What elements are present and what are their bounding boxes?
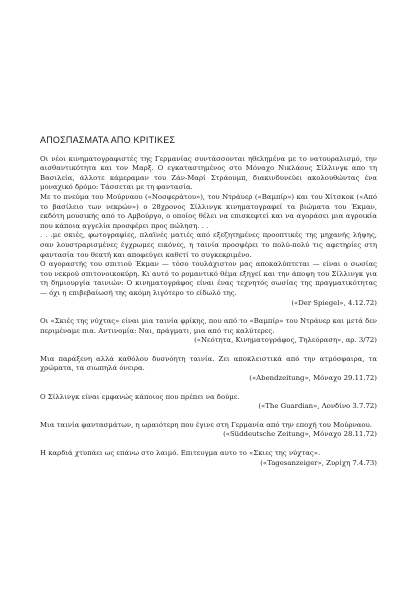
review-source: («Der Spiegel», 4.12.72) bbox=[291, 298, 377, 307]
review-quote-sueddeutsche bbox=[40, 421, 377, 440]
section-heading: ΑΠΟΣΠΑΣΜΑΤΑ ΑΠΟ ΚΡΙΤΙΚΕΣ bbox=[40, 135, 176, 145]
review-source: («The Guardian», Λονδίνο 3.7.72) bbox=[258, 402, 377, 411]
review-quote-neotita bbox=[40, 317, 377, 346]
review-quote-spiegel bbox=[40, 155, 377, 309]
review-paragraph: Ο Σίλλινγκ είναι εμφανώς κάποιος που πρέπει να δούμε. bbox=[40, 392, 240, 401]
review-source: («Süddeutsche Zeitung», Μόναχο 28.11.72) bbox=[223, 430, 377, 439]
review-paragraph: Μια παράξενη αλλά καθόλου δυσνόητη ταινία. Ζει αποκλειστικά από την ατμόσφαιρα, τα χρώματα, τα σιωπηλά όνειρα. bbox=[40, 354, 377, 373]
review-quote-abendzeitung bbox=[40, 355, 377, 384]
review-paragraph: Οι νέοι κινηματογραφιστές της Γερμανίας συντάσσονται ηθελημένα με το νατουραλισμό, την αισθαντικότητα και τον Μαρξ. Ο εγκαταστημένος στο Μόναχο Νικλάους Σίλλινγκ απο τη Βασιλεία, άλλοτε κάμεραμαν του Ζάν-Μαρί Στράουμπ, διακινδυνεύει ακολουθώντας ένα μοναχικό δρόμο: Τάσσεται με τη φαντασία. bbox=[40, 154, 377, 192]
review-paragraph: Με το πνεύμα του Μούρναου («Νοσφεράτου»), του Ντράυερ («Βαμπίρ») και του Χίτσκοκ («Από το βασίλειο των νεκρών») ο 28χρονος Σίλλινγκ κινηματογραφεί τα βιώματα του Έκμαν, εκδότη μουσικής από το Αμβούργο, ο οποίος θέλει να επισκεφτεί και να αγοράσει μια αγροικία που κάποια αγγελία προσφέρει προς πώληση. . . bbox=[40, 192, 377, 230]
review-paragraph: . . .με σκιές, φωτογραφίες, πλαϊνές ματιές από εξεζητημένες προοπτικές της μηχανής λήψης, σαν λουστραρισμένες έγχρωμες εικόνες, η ταινία προσφέρει το πολύ-πολύ τις αφετηρίες στη φαντασία του θεατή και αποφεύγει καθετί το συγκεκριμένο. bbox=[40, 231, 377, 259]
reviews-section bbox=[40, 136, 377, 477]
review-quote-tagesanzeiger bbox=[40, 449, 377, 468]
review-source: («Abendzeitung», Μόναχο 29.11.72) bbox=[249, 374, 377, 383]
review-quote-guardian bbox=[40, 393, 377, 412]
review-paragraph: Οι «Σκιές της νύχτας» είναι μια ταινία φρίκης, που από το «Βαμπίρ» του Ντράυερ και μετά δεν περιμέναμε πια. Αντινομία: Ναι, πράγματι, μια από τις καλύτερες. bbox=[40, 317, 377, 335]
review-source: («Tagesanzeiger», Ζυρίχη 7.4.73) bbox=[260, 458, 377, 467]
review-paragraph: Η καρδιά χτυπάει ως επάνω στο λαιμό. Επιτευγμα αυτο το «Σκιες της νύχτας». bbox=[40, 449, 321, 458]
review-paragraph: Μια ταινία φαντασμάτων, η ωραιότερη που έγινε στη Γερμανία από την εποχή του Μούρναου. bbox=[40, 420, 372, 429]
review-paragraph: Ο αγοραστής του σπιτιού Έκμαν — τόσο τουλάχιστον μας αποκαλύπτεται — είναι ο σωσίας του νεκρού σπιτονοικοκύρη. Κι αυτό το ρομαντικό θέμα εξηγεί και την άποψη του Σίλλινγκ για τη δημιουργία ταινιών: Ο κινηματογράφος είναι ένας τεχνητός σωσίας της πραγματικότητας — όχι η επιβεβαίωσή της ακόμη λιγότερο το είδωλό της. bbox=[40, 260, 377, 297]
review-source: («Νεότητα, Κινηματογράφος, Τηλεόραση», αρ. 3/72) bbox=[194, 336, 377, 345]
